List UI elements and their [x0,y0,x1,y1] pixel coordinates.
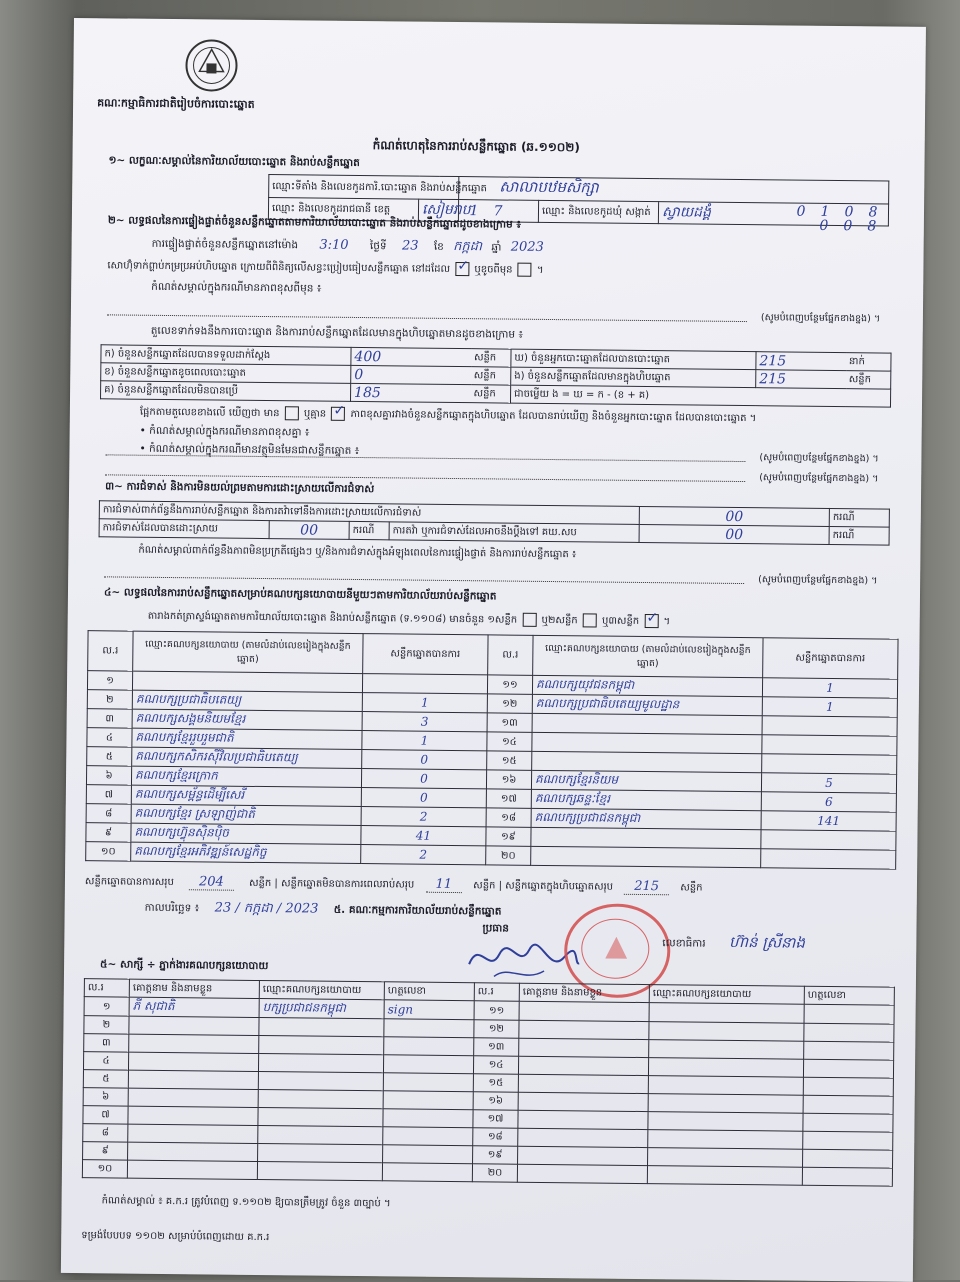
row-number: ១៦ [486,770,531,789]
col-votes-header: សន្លឹកឆ្នោតបានការ [763,638,898,679]
vote-count: 3 [362,712,487,732]
witness-signature [803,1095,893,1114]
form-title: កំណត់ហេតុនៃការរាប់សន្លឹកឆ្នោត (ឆ.១១០២) [372,138,580,155]
tally-sheet-line: តារាងកត់ត្រាស្ទង់ឆ្នោតតាមការិយាល័យបោះឆ្នោត និងរាប់សន្លឹកឆ្នោត (ទ.១១០៨) មានចំនួន ១សន្លឹក ឬ២សន្លឹក ឬ៣សន្លឹក ✓ ។ [148,609,671,629]
row-number: ៤ [87,728,132,747]
witness-party [648,1148,803,1168]
row-number: ៨ [83,1124,128,1142]
verify-day-value: 23 [401,238,419,254]
row-number: ៤ [83,1052,128,1070]
row-number: ១ [87,671,132,690]
witness-signature [803,1059,893,1078]
figures-intro: តួលេខទាក់ទងនឹងការបោះឆ្នោត និងការរាប់សន្លឹកឆ្នោតដែលមានក្នុងហិបឆ្នោតមានដូចខាងក្រោម ៖ [150,324,524,341]
row-number: ១៥ [487,751,532,770]
province-code: 1 7 [458,200,538,223]
unit-label: ករណី [349,521,389,539]
totals-line: សន្លឹកឆ្នោតបានការសរុប 204 សន្លឹក | សន្លឹកឆ្នោតមិនបានការពេលរាប់សរុប 11 សន្លឹក | សន្លឹកឆ្នោតក្នុងហិបឆ្នោតសរុប 215 សន្លឹក [84,874,703,895]
unit-label: សន្លឹក [471,367,511,385]
two-sheet-checkbox[interactable] [583,613,597,627]
party-name: គណបក្សកសិករស៊ីវិលប្រជាធិបតេយ្យ [132,747,362,768]
fill-note: (សូមបំពេញបន្ថែមផ្នែកខាងខ្នង) ។ [760,312,881,325]
objection-resolved-value: 00 [269,521,349,540]
col-party-header: ឈ្មោះគណបក្សនយោបាយ (តាមលំដាប់លេខរៀងក្នុងសន្លឹកឆ្នោត) [133,631,363,673]
verify-time-line: ការផ្ទៀងផ្ទាត់ចំនួនសន្លឹកឆ្នោតនៅម៉ោង 3:10 ថ្ងៃទី 23 ខែ កក្កដា ឆ្នាំ 2023 [151,237,544,255]
party-name [132,671,362,692]
party-name: គណបក្សប្រជាធិបតេយ្យ [132,690,362,711]
seal-broken-checkbox[interactable] [518,263,532,277]
witness-signature [804,1023,894,1042]
verify-year-value: 2023 [510,239,544,255]
seal-diff-note: កំណត់សម្គាល់ក្នុងករណីមានភាពខុសពីមុន ៖ [151,280,322,295]
date-line: កាលបរិច្ឆេទ ៖ 23 / កក្កដា / 2023 ៥. គណៈកម្មការការិយាល័យរាប់សន្លឹកឆ្នោត [144,900,502,918]
witness-party: បក្សប្រជាជនកម្ពុជា [259,998,384,1018]
party-name: គណបក្សខ្មែរក្រោក [131,766,361,787]
witness-name [128,1142,258,1161]
witness-party [258,1089,383,1108]
col-no-header: ល.រ [488,635,533,675]
witness-signature: sign [384,1000,474,1020]
section1-heading: ១~ លក្ខណៈសម្គាល់នៃការិយាល័យបោះឆ្នោត និងរាប់សន្លឹកឆ្នោត [108,154,360,170]
party-name [532,751,762,772]
witness-signature [383,1073,473,1092]
dotted-line [104,576,744,584]
vote-count: 2 [361,807,486,827]
col-votes-header: សន្លឹកឆ្នោតបានការ [363,634,488,675]
row-number: ១៦ [473,1092,518,1110]
signers-label: ៥. គណៈកម្មការការិយាល័យរាប់សន្លឹកឆ្នោត [333,903,502,918]
fill-note: (សូមបំពេញបន្ថែមផ្នែកខាងខ្នង) ។ [759,452,879,465]
party-name: គណបក្សប្រជាធិបតេយ្យមូលដ្ឋាន [532,694,762,715]
party-name: គណបក្សហ៊្វុនស៊ិនប៉ិច [131,823,361,844]
witness-name [518,1056,648,1075]
vote-count: 0 [361,788,486,808]
objection-appeal-label: ការតវ៉ា ឬការជំទាស់ដែលអាចនឹងប្តឹងទៅ គឃ.សប [389,522,639,543]
vote-count [762,735,897,755]
witness-signature [803,1131,893,1150]
party-name: គណបក្សប្រជាជនកម្ពុជា [531,808,761,829]
party-name [531,846,761,867]
figures-table [100,344,892,407]
party-name: គណបក្សសង្គមនិយមខ្មែរ [132,709,362,730]
row-number: ៦ [83,1088,128,1106]
witness-name [129,1034,259,1053]
witness-signature [383,1091,473,1110]
party-name: គណបក្សខ្មែរនិយម [531,770,761,791]
witness-name: ភី សុជាតិ [129,997,259,1017]
witness-party [648,1130,803,1150]
witness-signature [803,1149,893,1168]
witness-name [128,1124,258,1143]
row-number: ១១ [487,675,532,694]
row-number: ១០ [82,1160,127,1178]
row-number: ៩ [86,823,131,842]
witness-party [259,1035,384,1054]
party-name: គណបក្សខ្មែររួបរួមជាតិ [132,728,362,749]
row-number: ៨ [86,804,131,823]
col-no-header: ល.រ [88,631,133,671]
location-label: ឈ្មោះទីតាំង និងលេខកូដការិ.បោះឆ្នោត និងរាប់សន្លឹកឆ្នោត [269,175,459,200]
vote-count [362,674,487,694]
witness-party [258,1107,383,1126]
witness-name [518,1092,648,1111]
vote-count: 0 [362,750,487,770]
commune-value: ស្វាយដង្គំ 0 1 0 8 [658,202,888,226]
row-number: ១៤ [473,1056,518,1074]
party-votes-table [85,630,898,869]
witness-party [648,1094,803,1114]
row-number: ២ [87,690,132,709]
unit-label: សន្លឹក [470,385,510,403]
fill-note: (សូមបំពេញបន្ថែមផ្នែកខាងខ្នង) ។ [759,472,879,485]
witness-party [258,1071,383,1090]
witness-party [257,1161,382,1180]
witness-party [258,1125,383,1144]
no-difference-checkbox[interactable] [331,407,345,421]
col-sign-header: ហត្ថលេខា [384,982,474,1001]
witness-name [519,1001,649,1021]
witness-signature [384,1019,474,1038]
fill-note: (សូមបំពេញបន្ថែមផ្នែកខាងខ្នង) ។ [758,574,878,587]
row-number: ៦ [86,766,131,785]
total-valid-value: 204 [189,874,234,890]
witness-party [648,1058,803,1078]
objection-row1-value: 00 [639,506,829,526]
figure-ko-value: 185 [351,383,471,402]
row-number: ១០ [86,842,131,861]
vote-count: 0 [361,769,486,789]
vote-count [761,849,896,869]
row-number: ២០ [472,1164,517,1182]
col-sign-header: ហត្ថលេខា [804,986,894,1005]
province-label: ឈ្មោះ និងលេខកូដរាជធានី ខេត្ត [268,198,418,222]
section5-heading: ៥~ សាក្សី ÷ ភ្នាក់ងារគណបក្សនយោបាយ [100,958,269,973]
seal-intact-checkbox[interactable] [455,262,469,276]
unit-label: នាក់ [846,353,891,371]
witness-party [649,1003,804,1024]
row-number: ១៤ [487,732,532,751]
row-number: ៣ [87,709,132,728]
row-number: ១៥ [473,1074,518,1092]
vote-count: 1 [762,678,897,698]
form-code: ទម្រង់បែបបទ ១១០២ សម្រាប់បំពេញដោយ គ.ក.រ [81,1230,270,1244]
compare-line: ផ្អែកតាមតួលេខខាងលើ យើញថា មាន ឬគ្មាន ✓ ភាពខុសគ្នារវាងចំនួនសន្លឹកឆ្នោតក្នុងហិបឆ្នោត ដែលបានរាប់ឃើញ និងចំនួនអ្នកបោះឆ្នោត ដែលបានបោះឆ្នោត ។ [140,405,757,426]
row-number: ៧ [86,785,131,804]
party-name: គណបក្សខ្មែរ ស្រឡាញ់ជាតិ [131,804,361,825]
committee-name: គណៈកម្មាធិការជាតិរៀបចំការបោះឆ្នោត [97,96,255,111]
formula: ជាចម្លើយ ង = ឃ = ក - (ខ + គ) [510,385,890,407]
row-number: ១៨ [473,1128,518,1146]
witness-name [128,1106,258,1125]
row-number: ៩ [83,1142,128,1160]
total-inbox-value: 215 [624,879,669,895]
col-no-header: ល.រ [84,979,129,997]
row-number: ១ [84,997,129,1016]
has-difference-checkbox[interactable] [285,406,299,420]
vote-count: 6 [761,792,896,812]
seal-status-line: សោហ៊ុំទាក់ព្ហាប់កម្រប្រអប់ហិបឆ្នោត ក្រោយពីពិនិត្យលើសន្ធះប្រៀបធៀបសន្លឹកឆ្នោត នៅដដែល ✓ ឬខូចពីមុន ។ [107,258,543,278]
objection-appeal-value: 00 [639,524,829,544]
ballot-count-form [61,18,926,1282]
witness-signature [804,1004,894,1024]
party-name [531,827,761,848]
witness-signature [802,1167,892,1186]
row-number: ១៣ [487,713,532,732]
witness-signature [383,1127,473,1146]
irregularity-note: កំណត់សម្គាល់ពាក់ព័ន្ធនឹងភាពមិនប្រក្រតីផ្សេងៗ ឬ/និងការជំទាស់ក្នុងអំឡុងពេលនៃការផ្ទៀងផ្ទាត់ និងការរាប់សន្លឹកឆ្នោត ៖ [138,544,577,561]
witness-table [82,978,895,1186]
secretary-signature: ហ៊ាន់ ស្រីនាង [728,932,806,952]
figure-ngo-value: 215 [756,352,846,371]
one-sheet-checkbox[interactable] [522,613,536,627]
objection-table [99,500,890,545]
row-number: ១៧ [473,1110,518,1128]
party-name [532,732,762,753]
verify-month-value: កក្កដា [453,238,483,255]
witness-signature [383,1145,473,1164]
col-party-header: ឈ្មោះគណបក្សនយោបាយ [259,980,384,999]
figure-ko-label: គ) ចំនួនសន្លឹកឆ្នោតដែលមិនបានប្រើ [101,381,351,402]
witness-party [259,1017,384,1036]
row-number: ៧ [83,1106,128,1124]
secretary-line: លេខាធិការ ហ៊ាន់ ស្រីនាង [662,932,806,952]
witness-party [258,1053,383,1072]
vote-count: 141 [761,811,896,831]
party-name [532,713,762,734]
vote-count [762,754,897,774]
objection-row1-label: ការជំទាស់ពាក់ព័ន្ធនឹងការរាប់សន្លឹកឆ្នោត និងការតវ៉ាទៅនឹងការដោះស្រាយលើការជំទាស់ [99,501,639,525]
party-name: គណបក្សយុវជនកម្ពុជា [532,675,762,696]
vote-count: 1 [362,731,487,751]
witness-party [649,1022,804,1042]
difference-note: • កំណត់សម្គាល់ក្នុងករណីមានភាពខុសគ្នា ៖ [139,424,310,439]
col-name-header: គោត្តនាម និងនាមខ្លួន [129,979,259,998]
witness-party [258,1143,383,1162]
witness-name [127,1160,257,1179]
witness-signature [383,1055,473,1074]
vote-count: 41 [361,826,486,846]
row-number: ១២ [474,1020,519,1038]
col-name-header: គោត្តនាម និងនាមខ្លួន [519,983,649,1002]
footer-note: កំណត់សម្គាល់ ៖ គ.ក.រ ត្រូវបំពេញ ទ.១១០២ ឱ្យបានត្រឹមត្រូវ ចំនួន ៣ច្បាប់ ។ [101,1195,391,1210]
row-number: ១១ [474,1001,519,1020]
figure-ka-value: 400 [351,347,471,366]
chair-label: ប្រធាន [482,922,510,935]
unit-label: ករណី [829,508,889,527]
witness-name [517,1164,647,1183]
vote-count: 1 [362,693,487,713]
province-value: សៀមរាប [418,199,458,221]
witness-party [647,1166,802,1186]
location-value: សាលាបឋមសិក្សា [459,177,889,205]
figure-ngo-label: ឃ) ចំនួនអ្នកបោះឆ្នោតដែលបានបោះឆ្នោត [511,349,756,370]
unit-label: សន្លឹក [846,371,891,389]
party-name: គណបក្សសម្ព័ន្ធដើម្បីសេរី [131,785,361,806]
witness-signature [803,1113,893,1132]
witness-signature [383,1109,473,1128]
three-sheet-checkbox[interactable] [644,614,658,628]
vote-count [762,716,897,736]
vote-count: 5 [761,773,896,793]
unit-label: សន្លឹក [471,349,511,367]
witness-party [649,1040,804,1060]
witness-name [518,1074,648,1093]
row-number: ៣ [84,1034,129,1052]
row-number: ៥ [83,1070,128,1088]
row-number: ៥ [87,747,132,766]
row-number: ១៩ [486,827,531,846]
commune-code-bottom: 0 0 8 [819,217,877,235]
verify-time-value: 3:10 [319,237,349,253]
vote-count: 2 [361,845,486,865]
objection-resolved-label: ការជំទាស់ដែលបានដោះស្រាយ [99,519,269,539]
col-party-header: ឈ្មោះគណបក្សនយោបាយ [649,985,804,1005]
row-number: ១៩ [473,1146,518,1164]
unit-label: ករណី [829,526,889,545]
row-number: ២ [84,1016,129,1034]
dotted-line [107,314,747,322]
section3-heading: ៣~ ការជំទាស់ និងការមិនយល់ព្រមតាមការដោះស្រាយលើការជំទាស់ [105,480,375,496]
row-number: ១៣ [474,1038,519,1056]
witness-name [128,1052,258,1071]
witness-name [518,1146,648,1165]
witness-name [128,1088,258,1107]
witness-signature [382,1163,472,1182]
col-party-header: ឈ្មោះគណបក្សនយោបាយ (តាមលំដាប់លេខរៀងក្នុងសន្លឹកឆ្នោត) [533,635,763,677]
witness-signature [804,1041,894,1060]
witness-name [518,1128,648,1147]
section2-heading: ២~ លទ្ធផលនៃការផ្ទៀងផ្ទាត់ចំនួនសន្លឹកឆ្នោតតាមការិយាល័យបោះឆ្នោត និងរាប់សន្លឹកឆ្នោតដូចខាងក្រោម ៖ [107,214,522,231]
figure-kha-label: ខ) ចំនួនសន្លឹកឆ្នោតខូចពេលបោះឆ្នោត [101,363,351,384]
row-number: ២០ [486,846,531,865]
party-name: គណបក្សខ្មែរអភិវឌ្ឍន៍សេដ្ឋកិច្ច [131,842,361,863]
figure-kha-value: 0 [351,365,471,384]
vote-count: 1 [762,697,897,717]
row-number: ១៧ [486,789,531,808]
witness-name [519,1020,649,1039]
object-note: • កំណត់សម្គាល់ក្នុងករណីមានវត្ថុមិនមែនជាសន្លឹកឆ្នោត ៖ [139,442,360,458]
figure-nga-label: ង) ចំនួនសន្លឹកឆ្នោតដែលមានក្នុងហិបឆ្នោត [511,367,756,388]
witness-name [519,1038,649,1057]
row-number: ១៨ [486,808,531,827]
vote-count [761,830,896,850]
col-no-header: ល.រ [474,983,519,1001]
total-invalid-value: 11 [425,877,462,893]
witness-name [518,1110,648,1129]
figure-ka-label: ក) ចំនួនសន្លឹកឆ្នោតដែលបានទទួលដាក់ស្តែង [101,345,351,366]
section4-heading: ៤~ លទ្ធផលនៃការរាប់សន្លឹកឆ្នោតសម្រាប់គណបក្សនយោបាយនីមួយៗតាមការិយាល័យរាប់សន្លឹកឆ្នោត [103,586,497,603]
witness-signature [384,1037,474,1056]
figure-nga-value: 215 [756,370,846,389]
row-number: ១២ [487,694,532,713]
witness-party [648,1112,803,1132]
date-value: 23 / កក្កដា / 2023 [214,900,319,917]
nec-emblem-icon [181,37,242,94]
commune-label: ឈ្មោះ និងលេខកូដឃុំ សង្កាត់ [538,200,658,223]
witness-signature [803,1077,893,1096]
witness-party [648,1076,803,1096]
witness-name [128,1070,258,1089]
witness-name [129,1016,259,1035]
party-name: គណបក្សឆន្ទៈខ្មែរ [531,789,761,810]
